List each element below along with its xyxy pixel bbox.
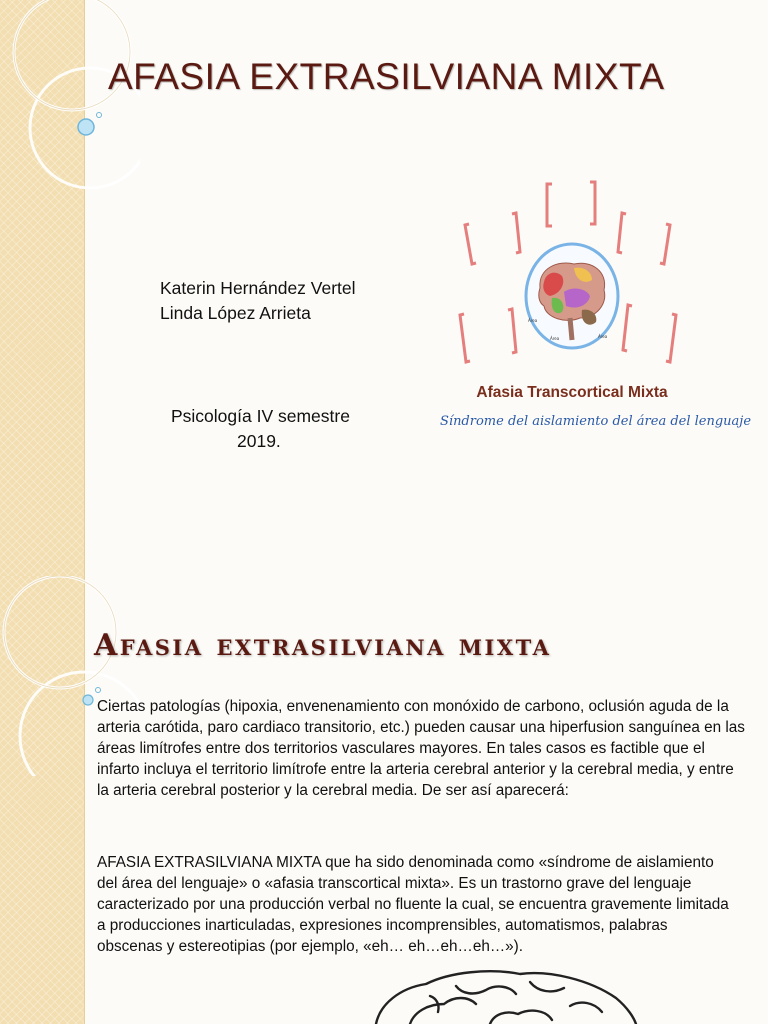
slide-title: Afasia extrasilviana mixta xyxy=(94,628,552,663)
slide-title: AFASIA EXTRASILVIANA MIXTA xyxy=(108,56,665,97)
decorative-circles xyxy=(0,0,140,200)
course-year: 2019. xyxy=(237,431,281,451)
paragraph: Ciertas patologías (hipoxia, envenenamiento con monóxido de carbono, oclusión aguda de la arteria carótida, paro cardiaco transitorio, etc.) pueden causar una hiperfusion sanguínea en las áreas limítrofes entre dos territorios vasculares mayores. En tales casos es factible que el infarto incluya el territorio limítrofe entre la arteria cerebral anterior y la cerebral media, y entre la arteria cerebral posterior y la cerebral media. De ser así aparecerá: xyxy=(97,698,745,799)
authors xyxy=(160,276,356,326)
slide-2 xyxy=(0,576,768,1024)
author-name: Linda López Arrieta xyxy=(160,303,311,323)
brain-outline-icon xyxy=(370,968,640,1024)
image-subtitle: Síndrome del aislamiento del área del lenguaje xyxy=(440,414,752,429)
paragraph: AFASIA EXTRASILVIANA MIXTA que ha sido denominada como «síndrome de aislamiento del área del lenguaje» o «afasia transcortical mixta». Es un trastorno grave del lenguaje caracterizado por una producción verbal no fluente la cual, se encuentra gravemente limitada a producciones inarticuladas, expresiones incomprensibles, automatismos, palabras obscenas y estereotipias (por ejemplo, «eh… eh…eh…eh…»). xyxy=(97,854,729,955)
svg-text:Área: Área xyxy=(550,336,560,341)
svg-text:Área: Área xyxy=(598,334,608,339)
course-label: Psicología IV semestre xyxy=(171,406,350,426)
bubble-icon xyxy=(78,119,94,135)
bubble-icon xyxy=(83,695,93,705)
svg-text:Área: Área xyxy=(528,318,538,323)
image-title: Afasia Transcortical Mixta xyxy=(476,384,668,401)
author-name: Katerin Hernández Vertel xyxy=(160,278,356,298)
brain-icon xyxy=(440,172,710,382)
brain-illustration xyxy=(440,172,752,442)
course-info xyxy=(171,404,350,454)
